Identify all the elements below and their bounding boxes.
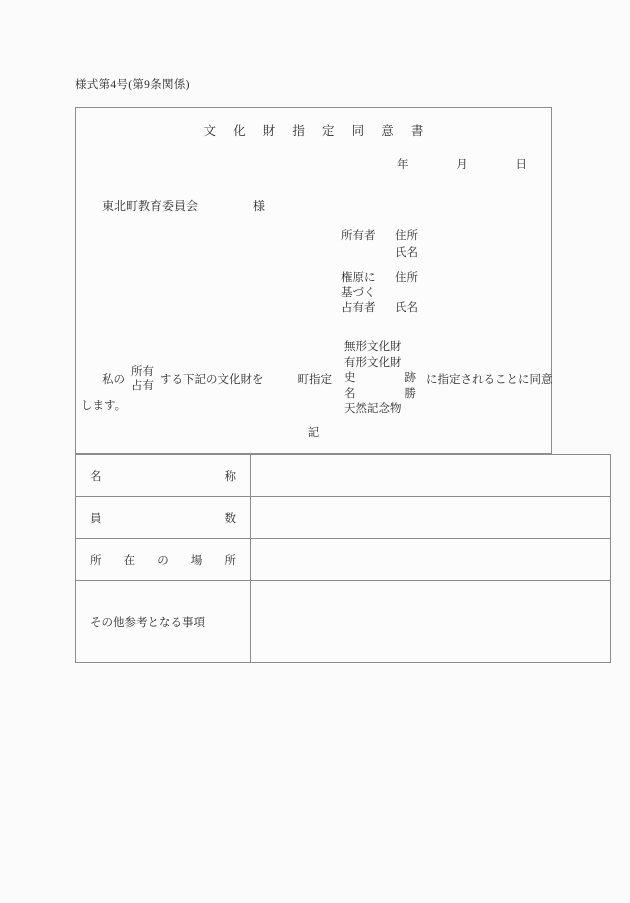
row-label-location-text [90, 552, 236, 568]
document-body-box [75, 107, 552, 454]
note-marker: 記 [307, 427, 320, 439]
label-char: 在 [123, 554, 136, 567]
row-value-name[interactable] [251, 455, 611, 497]
label-char: 場 [190, 554, 203, 567]
option-own[interactable]: 所有 [131, 365, 154, 378]
label-char: 名 [90, 470, 102, 483]
label-char: 員 [90, 512, 102, 525]
possessor-block [341, 271, 418, 316]
category-shiseki-char2: 跡 [404, 372, 416, 384]
addressee-honorific: 様 [253, 199, 266, 213]
row-label-quantity-text [90, 510, 236, 526]
possessor-name-label: 氏名 [395, 302, 418, 314]
table-row [76, 581, 611, 663]
possessor-spacer [395, 286, 418, 301]
sentence-part3: に指定されることに同意 [426, 373, 553, 386]
row-label-remarks-text: その他参考となる事項 [90, 616, 205, 629]
category-meisho-char1: 名 [344, 387, 356, 400]
category-shiseki-char1: 史 [344, 372, 356, 384]
category-mukei[interactable]: 無形文化財 [344, 341, 402, 353]
possessor-label-line3: 占有者 [341, 302, 376, 314]
day-label: 日 [515, 159, 527, 171]
table-row [76, 455, 611, 497]
owner-block [341, 228, 418, 262]
row-label-name-text [90, 468, 236, 484]
category-option-list [344, 340, 416, 418]
row-label-remarks [76, 581, 251, 663]
sentence-part1: 私の [102, 373, 125, 386]
option-possess[interactable]: 占有 [131, 379, 154, 392]
label-char: 所 [224, 554, 236, 567]
detail-table [75, 454, 611, 663]
possessor-label-line2: 基づく [341, 287, 376, 299]
category-meisho-char2: 勝 [404, 387, 416, 400]
year-label: 年 [397, 159, 409, 171]
month-label: 月 [456, 159, 468, 171]
ownership-option-stack [131, 365, 154, 393]
row-value-quantity[interactable] [251, 497, 611, 539]
owner-label: 所有者 [341, 230, 376, 242]
table-row [76, 539, 611, 581]
owner-address-label: 住所 [395, 230, 418, 242]
sentence-part4: します。 [81, 400, 127, 412]
table-row [76, 497, 611, 539]
label-char: 称 [224, 470, 236, 483]
category-meisho[interactable] [344, 387, 416, 403]
category-tennen[interactable]: 天然記念物 [344, 403, 402, 415]
document-title: 文 化 財 指 定 同 意 書 [203, 124, 431, 138]
owner-name-row [341, 245, 418, 262]
label-char: 所 [90, 554, 102, 567]
label-char: の [157, 554, 169, 567]
row-label-location [76, 539, 251, 581]
row-value-remarks[interactable] [251, 581, 611, 663]
row-label-quantity [76, 497, 251, 539]
row-value-location[interactable] [251, 539, 611, 581]
possessor-address-label: 住所 [395, 272, 418, 284]
owner-name-label: 氏名 [395, 247, 418, 259]
row-label-name [76, 455, 251, 497]
label-char: 数 [224, 512, 236, 525]
category-yukei[interactable]: 有形文化財 [344, 356, 402, 369]
owner-address-row [341, 228, 418, 245]
addressee-name: 東北町教育委員会 [102, 199, 199, 213]
addressee-line [102, 197, 265, 214]
form-number-heading: 様式第4号(第9条関係) [75, 79, 190, 91]
category-shiseki[interactable] [344, 371, 416, 387]
date-line [397, 156, 527, 172]
sentence-part2: する下記の文化財を [160, 373, 264, 386]
consent-sentence [102, 340, 553, 418]
designator-label: 町指定 [297, 373, 332, 386]
possessor-label-line1: 権原に [341, 272, 376, 284]
